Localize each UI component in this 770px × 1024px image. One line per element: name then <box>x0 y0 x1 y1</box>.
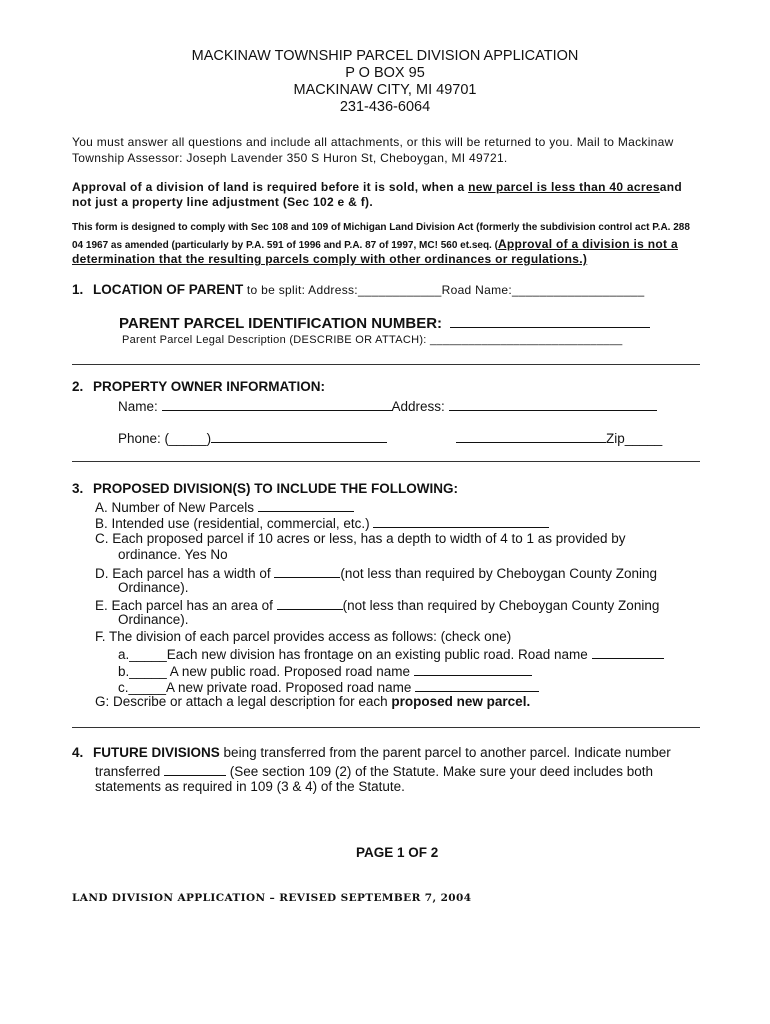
item-d-label: D. Each parcel has a width of <box>95 566 271 581</box>
item-e-line-2: Ordinance). <box>118 612 189 627</box>
item-fa-existing-road <box>118 645 664 662</box>
item-f-access: F. The division of each parcel provides access as follows: (check one) <box>95 629 512 644</box>
item-a-label: A. Number of New Parcels <box>95 500 255 515</box>
revision-footer: LAND DIVISION APPLICATION – REVISED SEPTEMBER 7, 2004 <box>72 892 472 904</box>
owner-zip-row <box>456 429 662 446</box>
section-4-line-3: statements as required in 109 (3 & 4) of the Statute. <box>95 779 405 794</box>
item-fb-new-public-road <box>118 662 532 679</box>
section-1-heading <box>72 282 645 297</box>
owner-address-label: Address: <box>391 399 445 414</box>
intro-line-2: Township Assessor: Joseph Lavender 350 S Huron St, Cheboygan, MI 49721. <box>72 151 508 165</box>
existing-road-name-field[interactable] <box>592 645 664 659</box>
header-city: MACKINAW CITY, MI 49701 <box>293 82 477 98</box>
compliance-text-a: 04 1967 as amended (particularly by P.A. 591 of 1996 and P.A. 87 of 1997, MC! 560 et.seq. ( <box>72 240 498 251</box>
item-d-width <box>95 564 657 581</box>
parcel-area-field[interactable] <box>277 596 343 610</box>
section-2-number: 2. <box>72 379 84 394</box>
header-phone: 231-436-6064 <box>339 99 431 115</box>
owner-name-label: Name: <box>118 399 158 414</box>
intro-line-1: You must answer all questions and include all attachments, or this will be returned to you. Mail to Mackinaw <box>72 135 674 149</box>
section-3-title: PROPOSED DIVISION(S) TO INCLUDE THE FOLLOWING: <box>93 481 459 496</box>
section-3-heading <box>72 481 458 496</box>
item-d-line-2: Ordinance). <box>118 580 189 595</box>
compliance-text-underlined: Approval of a division is not a <box>497 237 678 251</box>
approval-text-underlined: new parcel is less than 40 acres <box>468 180 660 194</box>
section-1-number: 1. <box>72 282 84 297</box>
item-e-area <box>95 596 659 613</box>
owner-address-field[interactable] <box>449 397 657 411</box>
owner-name-field[interactable] <box>162 397 392 411</box>
parent-parcel-id <box>119 314 650 332</box>
parent-parcel-id-field[interactable] <box>450 314 650 328</box>
item-e-label: E. Each parcel has an area of <box>95 598 273 613</box>
header-po-box: P O BOX 95 <box>345 65 425 81</box>
owner-phone-row <box>118 429 387 446</box>
number-of-parcels-field[interactable] <box>258 498 354 512</box>
section-4-title: FUTURE DIVISIONS <box>93 745 220 760</box>
item-a-number-of-parcels <box>95 498 354 515</box>
section-divider-3 <box>72 727 700 728</box>
public-road-name-field[interactable] <box>414 662 532 676</box>
item-c-line-1: C. Each proposed parcel if 10 acres or less, has a depth to width of 4 to 1 as provided by <box>95 531 626 546</box>
owner-phone-field[interactable] <box>211 429 387 443</box>
item-b-intended-use <box>95 514 549 531</box>
section-4-number: 4. <box>72 745 84 760</box>
item-d-note: (not less than required by Cheboygan County Zoning <box>340 566 658 581</box>
owner-zip-label: Zip_____ <box>606 431 663 446</box>
section-divider-1 <box>72 364 700 365</box>
owner-name-address-row <box>118 397 657 414</box>
section-4-transferred-label: transferred <box>95 764 161 779</box>
parcel-width-field[interactable] <box>274 564 340 578</box>
intended-use-field[interactable] <box>373 514 549 528</box>
item-b-label: B. Intended use (residential, commercial, etc.) <box>95 516 370 531</box>
item-fc-label: c._____A new private road. Proposed road name <box>118 680 412 695</box>
approval-line-1 <box>72 180 682 194</box>
item-fc-new-private-road <box>118 678 539 695</box>
approval-line-2: not just a property line adjustment (Sec 102 e & f). <box>72 195 373 209</box>
owner-phone-label: Phone: (_____) <box>118 431 212 446</box>
owner-city-state-field[interactable] <box>456 429 606 443</box>
item-g-legal-description <box>95 694 530 709</box>
section-1-title: LOCATION OF PARENT <box>93 282 244 297</box>
parent-legal-description: Parent Parcel Legal Description (DESCRIBE OR ATTACH): ______________________________ <box>122 334 623 346</box>
item-g-label: G: Describe or attach a legal description for each <box>95 694 392 709</box>
compliance-line-3: determination that the resulting parcels comply with other ordinances or regulations.) <box>72 252 588 266</box>
private-road-name-field[interactable] <box>415 678 539 692</box>
compliance-line-2 <box>72 235 678 253</box>
section-divider-2 <box>72 461 700 462</box>
section-3-number: 3. <box>72 481 84 496</box>
future-divisions-transferred-field[interactable] <box>164 762 226 776</box>
section-4-text-2: (See section 109 (2) of the Statute. Make sure your deed includes both <box>226 764 654 779</box>
page-number: PAGE 1 OF 2 <box>356 845 439 860</box>
approval-text-a: Approval of a division of land is required before it is sold, when a <box>72 180 469 194</box>
form-title: MACKINAW TOWNSHIP PARCEL DIVISION APPLICATION <box>191 48 579 64</box>
item-fa-label: a._____Each new division has frontage on an existing public road. Road name <box>118 647 588 662</box>
approval-text-b: and <box>659 180 683 194</box>
section-4-text-1: being transferred from the parent parcel to another parcel. Indicate number <box>219 745 671 760</box>
section-1-address-road: to be split: Address:____________Road Name:___________________ <box>243 283 645 297</box>
parent-parcel-id-label: PARENT PARCEL IDENTIFICATION NUMBER: <box>119 315 443 332</box>
compliance-line-1: This form is designed to comply with Sec 108 and 109 of Michigan Land Division Act (formerly the subdivision control act P.A. 288 <box>72 222 690 233</box>
item-c-line-2: ordinance. Yes No <box>118 547 228 562</box>
section-4-line-1 <box>72 745 671 760</box>
item-g-emphasis: proposed new parcel. <box>391 694 531 709</box>
item-e-note: (not less than required by Cheboygan County Zoning <box>342 598 660 613</box>
section-2-heading <box>72 379 325 394</box>
section-2-title: PROPERTY OWNER INFORMATION: <box>93 379 326 394</box>
section-4-line-2 <box>95 762 653 779</box>
item-fb-label: b._____ A new public road. Proposed road name <box>118 664 410 679</box>
